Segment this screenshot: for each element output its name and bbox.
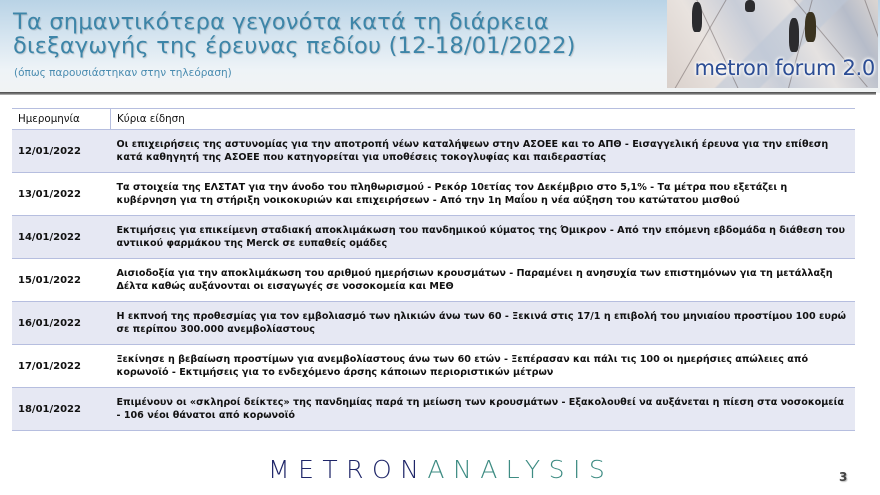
slide-title: Τα σημαντικότερα γεγονότα κατά τη διάρκεια διεξαγωγής της έρευνας πεδίου (12-18/01/2022)	[13, 9, 576, 59]
table-row	[12, 216, 855, 259]
table-row	[12, 302, 855, 345]
logo-analysis: ANALYSIS	[427, 455, 614, 484]
logo-metron: METRON	[268, 455, 428, 484]
row-date: 16/01/2022	[12, 302, 111, 345]
row-date: 18/01/2022	[12, 388, 111, 431]
row-news: Η εκπνοή της προθεσμίας για τον εμβολιασμό των ηλικιών άνω των 60 - Ξεκινά στις 17/1 η επιβολή του μηνιαίου προστίμου 100 ευρώ σε περίπου 300.000 ανεμβολίαστους	[111, 302, 856, 345]
metron-forum-logo-text: metron forum 2.0	[694, 56, 875, 80]
row-date: 12/01/2022	[12, 130, 111, 173]
row-date: 15/01/2022	[12, 259, 111, 302]
header-divider	[0, 92, 876, 95]
metron-analysis-logo	[268, 455, 613, 484]
slide-header	[0, 0, 880, 93]
column-header-date: Ημερομηνία	[12, 109, 111, 130]
table-row	[12, 345, 855, 388]
row-news: Ξεκίνησε η βεβαίωση προστίμων για ανεμβολίαστους άνω των 60 ετών - Ξεπέρασαν και πάλι τις 100 οι ημερήσιες απώλειες από κορωνοϊό - Εκτιμήσεις για το ενδεχόμενο άρσης κάποιων περιοριστικών μέτρων	[111, 345, 856, 388]
table-row	[12, 130, 855, 173]
table-header-row	[12, 109, 855, 130]
column-header-news: Κύρια είδηση	[111, 109, 856, 130]
page-number: 3	[839, 470, 848, 484]
table-row	[12, 259, 855, 302]
news-table	[12, 108, 855, 431]
row-news: Αισιοδοξία για την αποκλιμάκωση του αριθμού ημερήσιων κρουσμάτων - Παραμένει η ανησυχία των επιστημόνων για τη μετάλλαξη Δέλτα καθώς αυξάνονται οι εισαγωγές σε νοσοκομεία και ΜΕΘ	[111, 259, 856, 302]
slide-subtitle: (όπως παρουσιάστηκαν στην τηλεόραση)	[14, 67, 232, 79]
row-news: Εκτιμήσεις για επικείμενη σταδιακή αποκλιμάκωση του πανδημικού κύματος της Όμικρον - Από την επόμενη εβδομάδα η διάθεση του αντιικού φαρμάκου της Merck σε ευπαθείς ομάδες	[111, 216, 856, 259]
row-news: Τα στοιχεία της ΕΛΣΤΑΤ για την άνοδο του πληθωρισμού - Ρεκόρ 10ετίας τον Δεκέμβριο στο 5,1% - Τα μέτρα που εξετάζει η κυβέρνηση για τη στήριξη νοικοκυριών και επιχειρήσεων - Από την 1η Μαΐου η νέα αύξηση του κατώτατου μισθού	[111, 173, 856, 216]
row-news: Επιμένουν οι «σκληροί δείκτες» της πανδημίας παρά τη μείωση των κρουσμάτων - Εξακολουθεί να αυξάνεται η πίεση στα νοσοκομεία - 106 νέοι θάνατοι από κορωνοϊό	[111, 388, 856, 431]
table-row	[12, 388, 855, 431]
row-news: Οι επιχειρήσεις της αστυνομίας για την αποτροπή νέων καταλήψεων στην ΑΣΟΕΕ και το ΑΠΘ - Εισαγγελική έρευνα για την επίθεση κατά καθηγητή της ΑΣΟΕΕ που κατηγορείται για υποθέσεις τοκογλυφίας και παιδεραστίας	[111, 130, 856, 173]
metron-forum-banner-image	[667, 0, 878, 88]
row-date: 17/01/2022	[12, 345, 111, 388]
table-row	[12, 173, 855, 216]
row-date: 14/01/2022	[12, 216, 111, 259]
row-date: 13/01/2022	[12, 173, 111, 216]
